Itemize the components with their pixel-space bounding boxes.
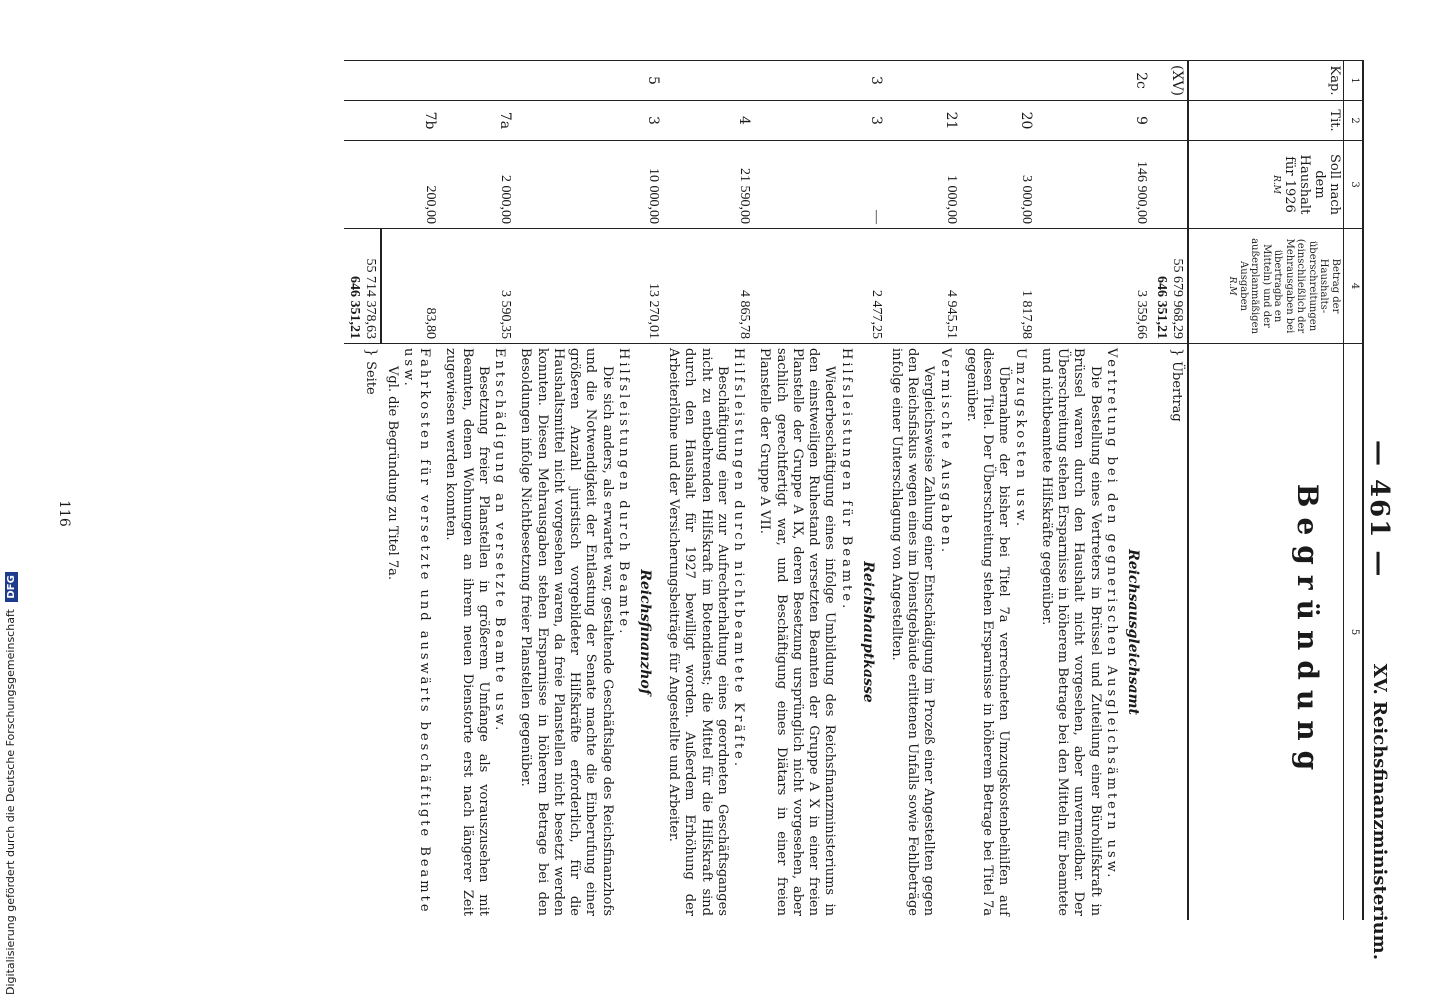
table-row <box>754 61 886 921</box>
header-tit: Tit. <box>1188 101 1344 141</box>
table-row <box>663 61 754 921</box>
row-kap <box>440 61 515 101</box>
row-text: Übernahme der bisher bei Titel 7a verrechneten Umzugskostenbeihilfen auf diesen Titel. Der Überschreitung stehen Ersparnisse in höherem Betrage bei Titel 7a gegenüber. <box>964 348 1012 916</box>
table-row <box>440 61 515 921</box>
carry-in-value-1: 55 679 968,29 <box>1170 258 1185 339</box>
carry-in-amount <box>1151 229 1188 344</box>
page-number-header: — 461 — <box>1364 440 1394 579</box>
carry-out-text: Seite <box>363 361 379 395</box>
carry-out-amount <box>345 229 382 344</box>
row-tit: 21 <box>886 101 961 141</box>
row-title: Fahrkosten für versetzte und auswärts beschäftigte Beamte usw. <box>401 348 433 915</box>
row-betrag: 4 865,78 <box>663 229 754 344</box>
ministry-title: XV. Reichsfinanzministerium. <box>1369 663 1390 960</box>
column-number-row <box>1344 61 1364 921</box>
row-title: Hilfsleistungen durch nichtbeamtete Kräfte. <box>731 348 747 770</box>
carry-out-label: } Seite <box>345 344 382 921</box>
table-row <box>961 61 1036 921</box>
header-soll <box>1188 141 1344 229</box>
row-soll: 146 900,00 <box>1036 141 1151 229</box>
row-soll: 10 000,00 <box>515 141 663 229</box>
row-title: Entschädigung an versetzte Beamte usw. <box>492 348 508 734</box>
row-tit: 20 <box>961 101 1036 141</box>
row-betrag: 4 945,51 <box>886 229 961 344</box>
row-betrag: 83,80 <box>382 229 441 344</box>
row-title: Hilfsleistungen für Beamte. <box>838 348 854 612</box>
budget-table <box>345 60 1365 920</box>
column-number: 5 <box>1344 344 1364 921</box>
header-begruendung <box>1188 344 1344 921</box>
row-title: Umzugskosten usw. <box>1012 348 1028 530</box>
header-kap: Kap. <box>1188 61 1344 101</box>
row-begruendung <box>1036 344 1151 921</box>
table-row <box>515 61 663 921</box>
row-heading: Reichsausgleichsamt <box>1125 549 1141 715</box>
row-soll: 1 000,00 <box>886 141 961 229</box>
row-begruendung <box>961 344 1036 921</box>
row-heading: Reichshauptkasse <box>859 561 876 703</box>
header-betrag-unit: R.M <box>1227 276 1238 296</box>
row-begruendung <box>754 344 886 921</box>
header-betrag <box>1188 229 1344 344</box>
row-kap <box>886 61 961 101</box>
row-text: Vgl. die Begründung zu Titel 7a. <box>384 366 400 581</box>
dfg-credit-text: Digitalisierung gefördert durch die Deutsche Forschungsgemeinschaft <box>4 609 17 995</box>
row-soll: — <box>754 141 886 229</box>
row-kap: 3 <box>754 61 886 101</box>
row-betrag: 1 817,98 <box>961 229 1036 344</box>
header-betrag-label: Betrag der Haushalts-überschreitungen (einschließlich der Mehrausgaben bei übertragba en Mitteln) und der außerplanmäßigen Ausgaben <box>1238 238 1341 334</box>
column-number: 4 <box>1344 229 1364 344</box>
row-kap: 5 <box>515 61 663 101</box>
carry-in-kap: (XV) <box>1151 61 1188 101</box>
row-text: Besetzung freier Planstellen in größerem Umfange als vorauszusehen mit Beamten, denen Wohnungen an ihrem neuen Dienstorte erst nach längerer Zeit zugewiesen werden konnten. <box>443 348 491 916</box>
page-number-footer: 116 <box>56 500 72 527</box>
row-soll: 200,00 <box>382 141 441 229</box>
row-begruendung <box>440 344 515 921</box>
page-header <box>1364 0 1394 1000</box>
row-soll: 3 000,00 <box>961 141 1036 229</box>
carry-out-value-1: 55 714 378,63 <box>363 258 379 339</box>
column-number: 2 <box>1344 101 1364 141</box>
row-soll: 21 590,00 <box>663 141 754 229</box>
column-header-row <box>1188 61 1344 921</box>
row-text: Beschäftigung einer zur Aufrechterhaltung eines geordneten Geschäftsganges nicht zu entbehrenden Hilfskraft im Botendienst; die Mittel für die Hilfskraft sind durch den Haushalt für 1927 bewilligt worden. Außerdem Erhöhung der Arbeiterlöhne und der Versicherungsbeiträge für Angestellte und Arbeiter. <box>666 348 730 916</box>
carry-in-row <box>1151 61 1188 921</box>
row-betrag: 3 590,35 <box>440 229 515 344</box>
table-row <box>1036 61 1151 921</box>
row-text: Die sich anders, als erwartet war, gestaltende Geschäftslage des Reichsfinanzhofs und die Notwendigkeit der Entlastung der Senate machte die Einberufung einer größeren Anzahl juristisch vorgebildeter Hilfskräfte erforderlich, für die Haushaltsmittel nicht vorgesehen waren, da freie Planstellen nicht besetzt werden konnten. Diesen Mehrausgaben stehen Ersparnisse in höherem Betrage bei den Besoldungen infolge Nichtbesetzung freier Planstellen gegenüber. <box>518 348 615 916</box>
row-betrag: 2 477,25 <box>754 229 886 344</box>
row-tit: 3 <box>754 101 886 141</box>
row-kap: 2c <box>1036 61 1151 101</box>
row-title: Vertretung bei den gegnerischen Ausgleichsämtern usw. <box>1104 348 1119 881</box>
row-heading: Reichsfinanzhof <box>637 569 653 695</box>
row-soll: 2 000,00 <box>440 141 515 229</box>
row-tit: 4 <box>663 101 754 141</box>
row-begruendung <box>886 344 961 921</box>
row-text: Vergleichsweise Zahlung einer Entschädigung im Prozeß einer Angestellten gegen den Reichsfiskus wegen eines im Dienstgebäude erlittenen Unfalls sowie Fehlbeträge infolge einer Unterschlagung von Angestellten. <box>889 348 937 916</box>
row-title: Hilfsleistungen durch Beamte. <box>616 348 631 637</box>
carry-in-text: Übertrag <box>1169 361 1184 422</box>
table-row <box>382 61 441 921</box>
row-kap <box>382 61 441 101</box>
row-begruendung <box>515 344 663 921</box>
table-row <box>886 61 961 921</box>
row-begruendung <box>663 344 754 921</box>
carry-out-row <box>345 61 382 921</box>
row-title: Vermischte Ausgaben. <box>937 348 953 555</box>
header-soll-unit: R.M <box>1271 175 1282 194</box>
row-text: Wiederbeschäftigung eines infolge Umbildung des Reichsfinanzministeriums in den einstweiligen Ruhestand versetzten Beamten der Gruppe A X in einer freien Planstelle der Gruppe A IX, deren Besetzung ursprünglich nicht vorgesehen, aber sachlich gerechtfertigt war, und Beschäftigung eines Diätars in einer freien Planstelle der Gruppe A VII. <box>757 348 838 916</box>
carry-in-label: } Übertrag <box>1151 344 1188 921</box>
row-text: Die Bestellung eines Vertreters in Brüssel und Zuteilung einer Bürohilfskraft in Brüssel waren durch den Haushalt nicht vorgesehen, aber unvermeidbar. Der Überschreitung stehen Ersparnisse in höherem Betrage bei den Mitteln für beamtete und nichtbeamtete Hilfskräfte gegenüber. <box>1039 348 1103 916</box>
section-title: Begründung <box>1291 483 1324 781</box>
column-number: 1 <box>1344 61 1364 101</box>
carry-out-value-2: 646 351,21 <box>347 276 363 339</box>
row-begruendung <box>382 344 441 921</box>
row-betrag: 3 359,66 <box>1036 229 1151 344</box>
row-tit: 9 <box>1036 101 1151 141</box>
carry-in-value-2: 646 351,21 <box>1154 276 1169 339</box>
row-betrag: 13 270,01 <box>515 229 663 344</box>
row-tit: 7b <box>382 101 441 141</box>
column-number: 3 <box>1344 141 1364 229</box>
row-tit: 7a <box>440 101 515 141</box>
row-tit: 3 <box>515 101 663 141</box>
dfg-logo: DFG <box>5 572 18 601</box>
row-kap <box>663 61 754 101</box>
row-kap <box>961 61 1036 101</box>
header-soll-label: Soll nach dem Haushalt für 1926 <box>1282 154 1342 215</box>
dfg-credit <box>4 0 28 995</box>
